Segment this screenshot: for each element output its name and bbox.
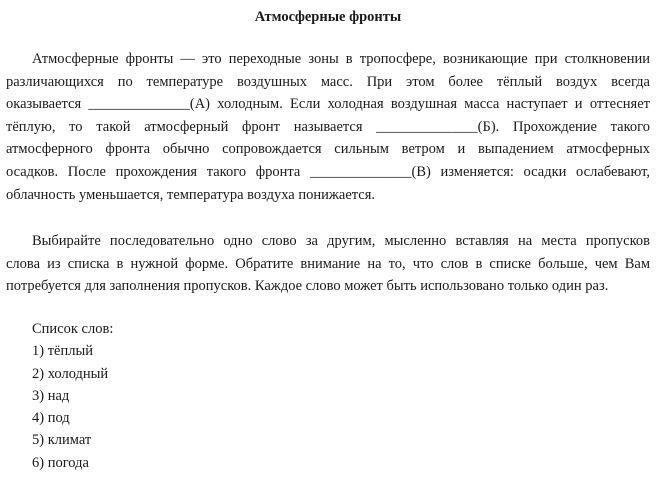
word-list-item: 5) климат (32, 432, 92, 449)
word-list-item: 3) над (32, 387, 70, 404)
paragraph-line: потребуется для заполнения пропусков. Каждое слово может быть использовано только один раз. (6, 278, 609, 295)
word-list-item: 6) погода (32, 454, 89, 471)
paragraph-line: тёплую, то такой атмосферный фронт называется ______________(Б). Прохождение такого (6, 118, 650, 135)
word-list (32, 318, 113, 474)
paragraph-line: Выбирайте последовательно одно слово за другим, мысленно вставляя на места пропусков (32, 233, 650, 249)
text-paragraph-1 (6, 48, 650, 206)
word-list-heading: Список слов: (32, 321, 114, 337)
paragraph-line: различающихся по температуре воздушных масс. При этом более тёплый воздух всегда (6, 73, 650, 90)
word-list-item: 4) под (32, 410, 70, 427)
paragraph-line: оказывается ______________(А) холодным. Если холодная воздушная масса наступает и оттесняет (6, 96, 650, 113)
paragraph-line: облачность уменьшается, температура воздуха понижается. (6, 186, 376, 203)
text-paragraph-2 (6, 230, 650, 298)
paragraph-line: осадков. После прохождения такого фронта ______________(В) изменяется: осадки ослабевают, (6, 163, 650, 180)
paragraph-line: слова из списка в нужной форме. Обратите внимание на то, что слов в списке больше, чем Вам (6, 255, 650, 272)
page-title: Атмосферные фронты (254, 9, 402, 25)
word-list-item: 1) тёплый (32, 343, 93, 360)
paragraph-line: Атмосферные фронты — это переходные зоны в тропосфере, возникающие при столкновении (32, 51, 650, 67)
paragraph-line: атмосферного фронта обычно сопровождается сильным ветром и выпадением атмосферных (6, 141, 650, 158)
word-list-item: 2) холодный (32, 365, 109, 382)
